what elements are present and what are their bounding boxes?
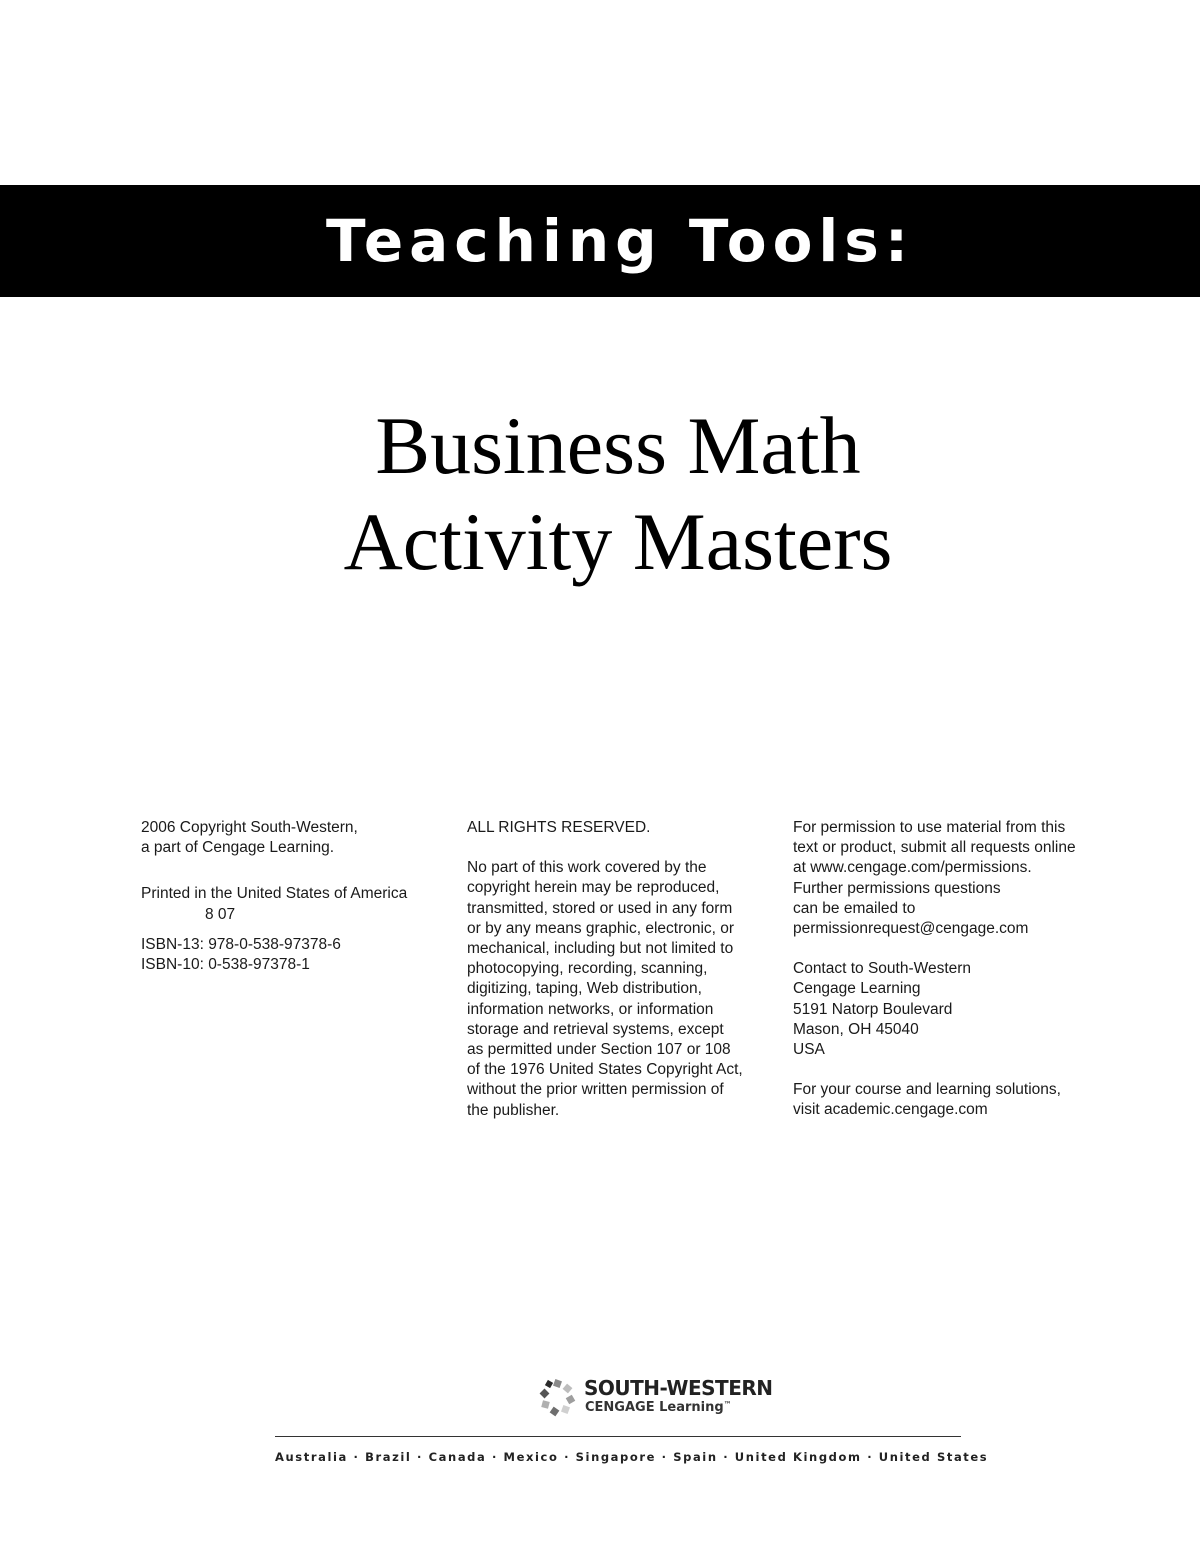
publisher-logo [538,1374,778,1422]
rights-body-line: of the 1976 United States Copyright Act, [467,1061,743,1079]
book-title-line-1: Business Math [375,400,861,491]
rights-body-line: storage and retrieval systems, except [467,1020,724,1038]
rights-body-line: transmitted, stored or used in any form [467,899,733,917]
rights-column [467,818,782,1121]
banner-title: Teaching Tools: [325,207,915,275]
permission-line: permissionrequest@cengage.com [793,920,1029,938]
rights-body-line: without the prior written permission of [467,1081,724,1099]
contact-address [793,959,1123,1060]
permissions-column [793,818,1123,1121]
title-banner [0,185,1200,297]
rights-body-line: mechanical, including but not limited to [467,940,734,958]
book-title [0,398,1200,590]
permission-line: text or product, submit all requests online [793,839,1076,857]
contact-line: USA [793,1041,825,1059]
rights-body-line: copyright herein may be reproduced, [467,879,720,897]
permission-line: at www.cengage.com/permissions. [793,859,1032,877]
copyright-line: 2006 Copyright South-Western, [141,819,358,836]
contact-line: Mason, OH 45040 [793,1020,919,1038]
printed-line: Printed in the United States of America [141,885,408,903]
locations-list: Australia · Brazil · Canada · Mexico · Singapore · Spain · United Kingdom · United States [275,1450,989,1464]
rights-body-line: No part of this work covered by the [467,859,707,877]
solutions-line: For your course and learning solutions, [793,1081,1061,1099]
printing-code: 8 07 [205,905,236,923]
permission-line: Further permissions questions [793,879,1001,897]
rights-body-line: photocopying, recording, scanning, [467,960,708,978]
copyright-line: a part of Cengage Learning. [141,839,335,857]
cengage-pinwheel-icon [538,1378,578,1418]
rights-body [467,858,782,1121]
publisher-subname: CENGAGE Learning™ [585,1400,732,1415]
rights-body-line: as permitted under Section 107 or 108 [467,1041,731,1059]
copyright-column [141,818,441,975]
permission-line: can be emailed to [793,899,916,917]
isbn-10: ISBN-10: 0-538-97378-1 [141,956,310,974]
solutions-line: visit academic.cengage.com [793,1101,988,1119]
permission-line: For permission to use material from this [793,819,1066,836]
contact-line: Cengage Learning [793,980,921,998]
rights-body-line: the publisher. [467,1101,560,1119]
publisher-name: SOUTH-WESTERN [584,1376,773,1400]
book-title-line-2: Activity Masters [343,496,893,587]
isbn-13: ISBN-13: 978-0-538-97378-6 [141,935,341,953]
rights-body-line: or by any means graphic, electronic, or [467,919,735,937]
contact-line: Contact to South-Western [793,960,972,978]
rights-body-line: digitizing, taping, Web distribution, [467,980,702,998]
rights-body-line: information networks, or information [467,1000,714,1018]
rights-reserved: ALL RIGHTS RESERVED. [467,819,651,836]
permission-text [793,818,1123,939]
contact-line: 5191 Natorp Boulevard [793,1000,953,1018]
footer-divider [275,1436,961,1437]
solutions-text [793,1080,1123,1120]
